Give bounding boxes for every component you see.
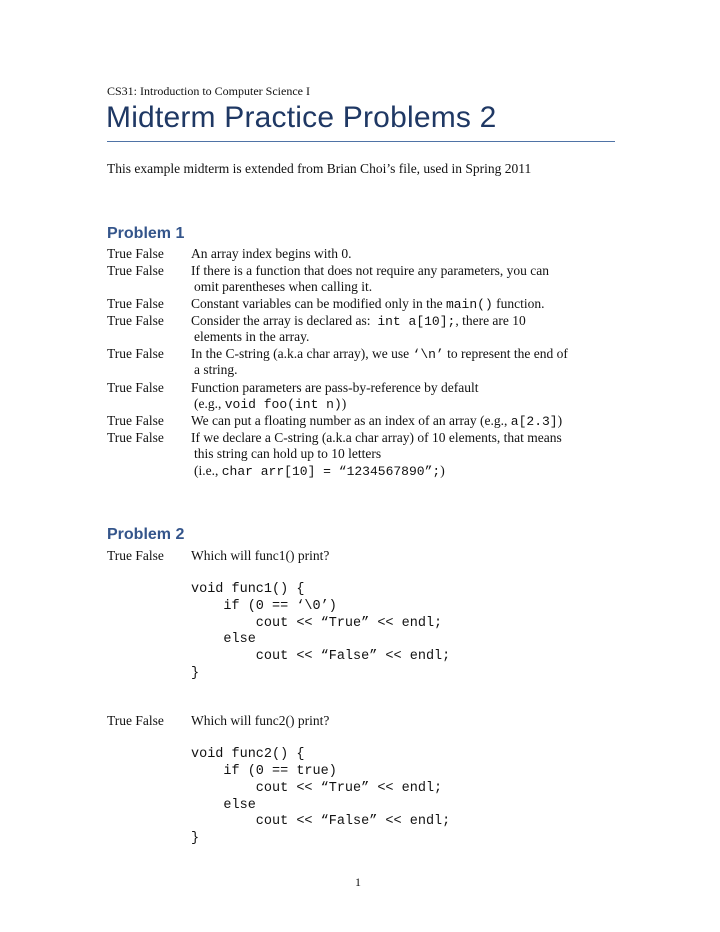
code-line: else xyxy=(191,632,256,647)
p1-question-4-cont: elements in the array. xyxy=(194,329,310,344)
true-false-label: True False xyxy=(107,430,164,445)
true-false-label: True False xyxy=(107,263,164,278)
true-false-label: True False xyxy=(107,346,164,361)
p1-question-2-cont: omit parentheses when calling it. xyxy=(194,279,373,294)
p1-question-8: If we declare a C-string (a.k.a char array) of 10 elements, that means xyxy=(191,430,562,445)
problem-1-heading: Problem 1 xyxy=(107,225,185,242)
code-line: void func1() { xyxy=(191,582,305,597)
course-name: CS31: Introduction to Computer Science I xyxy=(107,84,310,98)
p2-question-1: Which will func1() print? xyxy=(191,548,330,563)
true-false-label: True False xyxy=(107,246,164,261)
code-line: } xyxy=(191,831,200,846)
p1-question-3: Constant variables can be modified only in the main() function. xyxy=(191,296,545,312)
code-line: if (0 == true) xyxy=(191,764,337,779)
code-line: cout << “True” << endl; xyxy=(191,781,443,796)
true-false-label: True False xyxy=(107,713,164,728)
p1-question-2: If there is a function that does not require any parameters, you can xyxy=(191,263,549,278)
true-false-label: True False xyxy=(107,296,164,311)
p1-question-8-cont: this string can hold up to 10 letters xyxy=(194,446,382,461)
p1-question-1: An array index begins with 0. xyxy=(191,246,352,261)
true-false-label: True False xyxy=(107,548,164,563)
p1-question-7: We can put a floating number as an index of an array (e.g., a[2.3]) xyxy=(191,413,563,429)
p2-question-2: Which will func2() print? xyxy=(191,713,330,728)
code-line: if (0 == ‘\0’) xyxy=(191,599,337,614)
true-false-label: True False xyxy=(107,313,164,328)
p1-question-6-cont: (e.g., void foo(int n)) xyxy=(194,396,347,412)
code-line: cout << “True” << endl; xyxy=(191,616,443,631)
intro-text: This example midterm is extended from Brian Choi’s file, used in Spring 2011 xyxy=(107,161,532,176)
code-line: void func2() { xyxy=(191,747,305,762)
true-false-label: True False xyxy=(107,413,164,428)
title-underline xyxy=(107,141,615,142)
problem-2-heading: Problem 2 xyxy=(107,526,185,543)
p1-question-8-example: (i.e., char arr[10] = “1234567890”;) xyxy=(194,463,445,479)
code-line: } xyxy=(191,666,200,681)
code-line: cout << “False” << endl; xyxy=(191,649,451,664)
code-line: else xyxy=(191,798,256,813)
page-number: 1 xyxy=(355,875,361,889)
p1-question-5-cont: a string. xyxy=(194,362,238,377)
code-line: cout << “False” << endl; xyxy=(191,814,451,829)
p1-question-5: In the C-string (a.k.a char array), we use ‘\n’ to represent the end of xyxy=(191,346,568,362)
page-title: Midterm Practice Problems 2 xyxy=(106,101,497,134)
p1-question-6: Function parameters are pass-by-reference by default xyxy=(191,380,479,395)
true-false-label: True False xyxy=(107,380,164,395)
p1-question-4: Consider the array is declared as: int a[10];, there are 10 xyxy=(191,313,526,329)
